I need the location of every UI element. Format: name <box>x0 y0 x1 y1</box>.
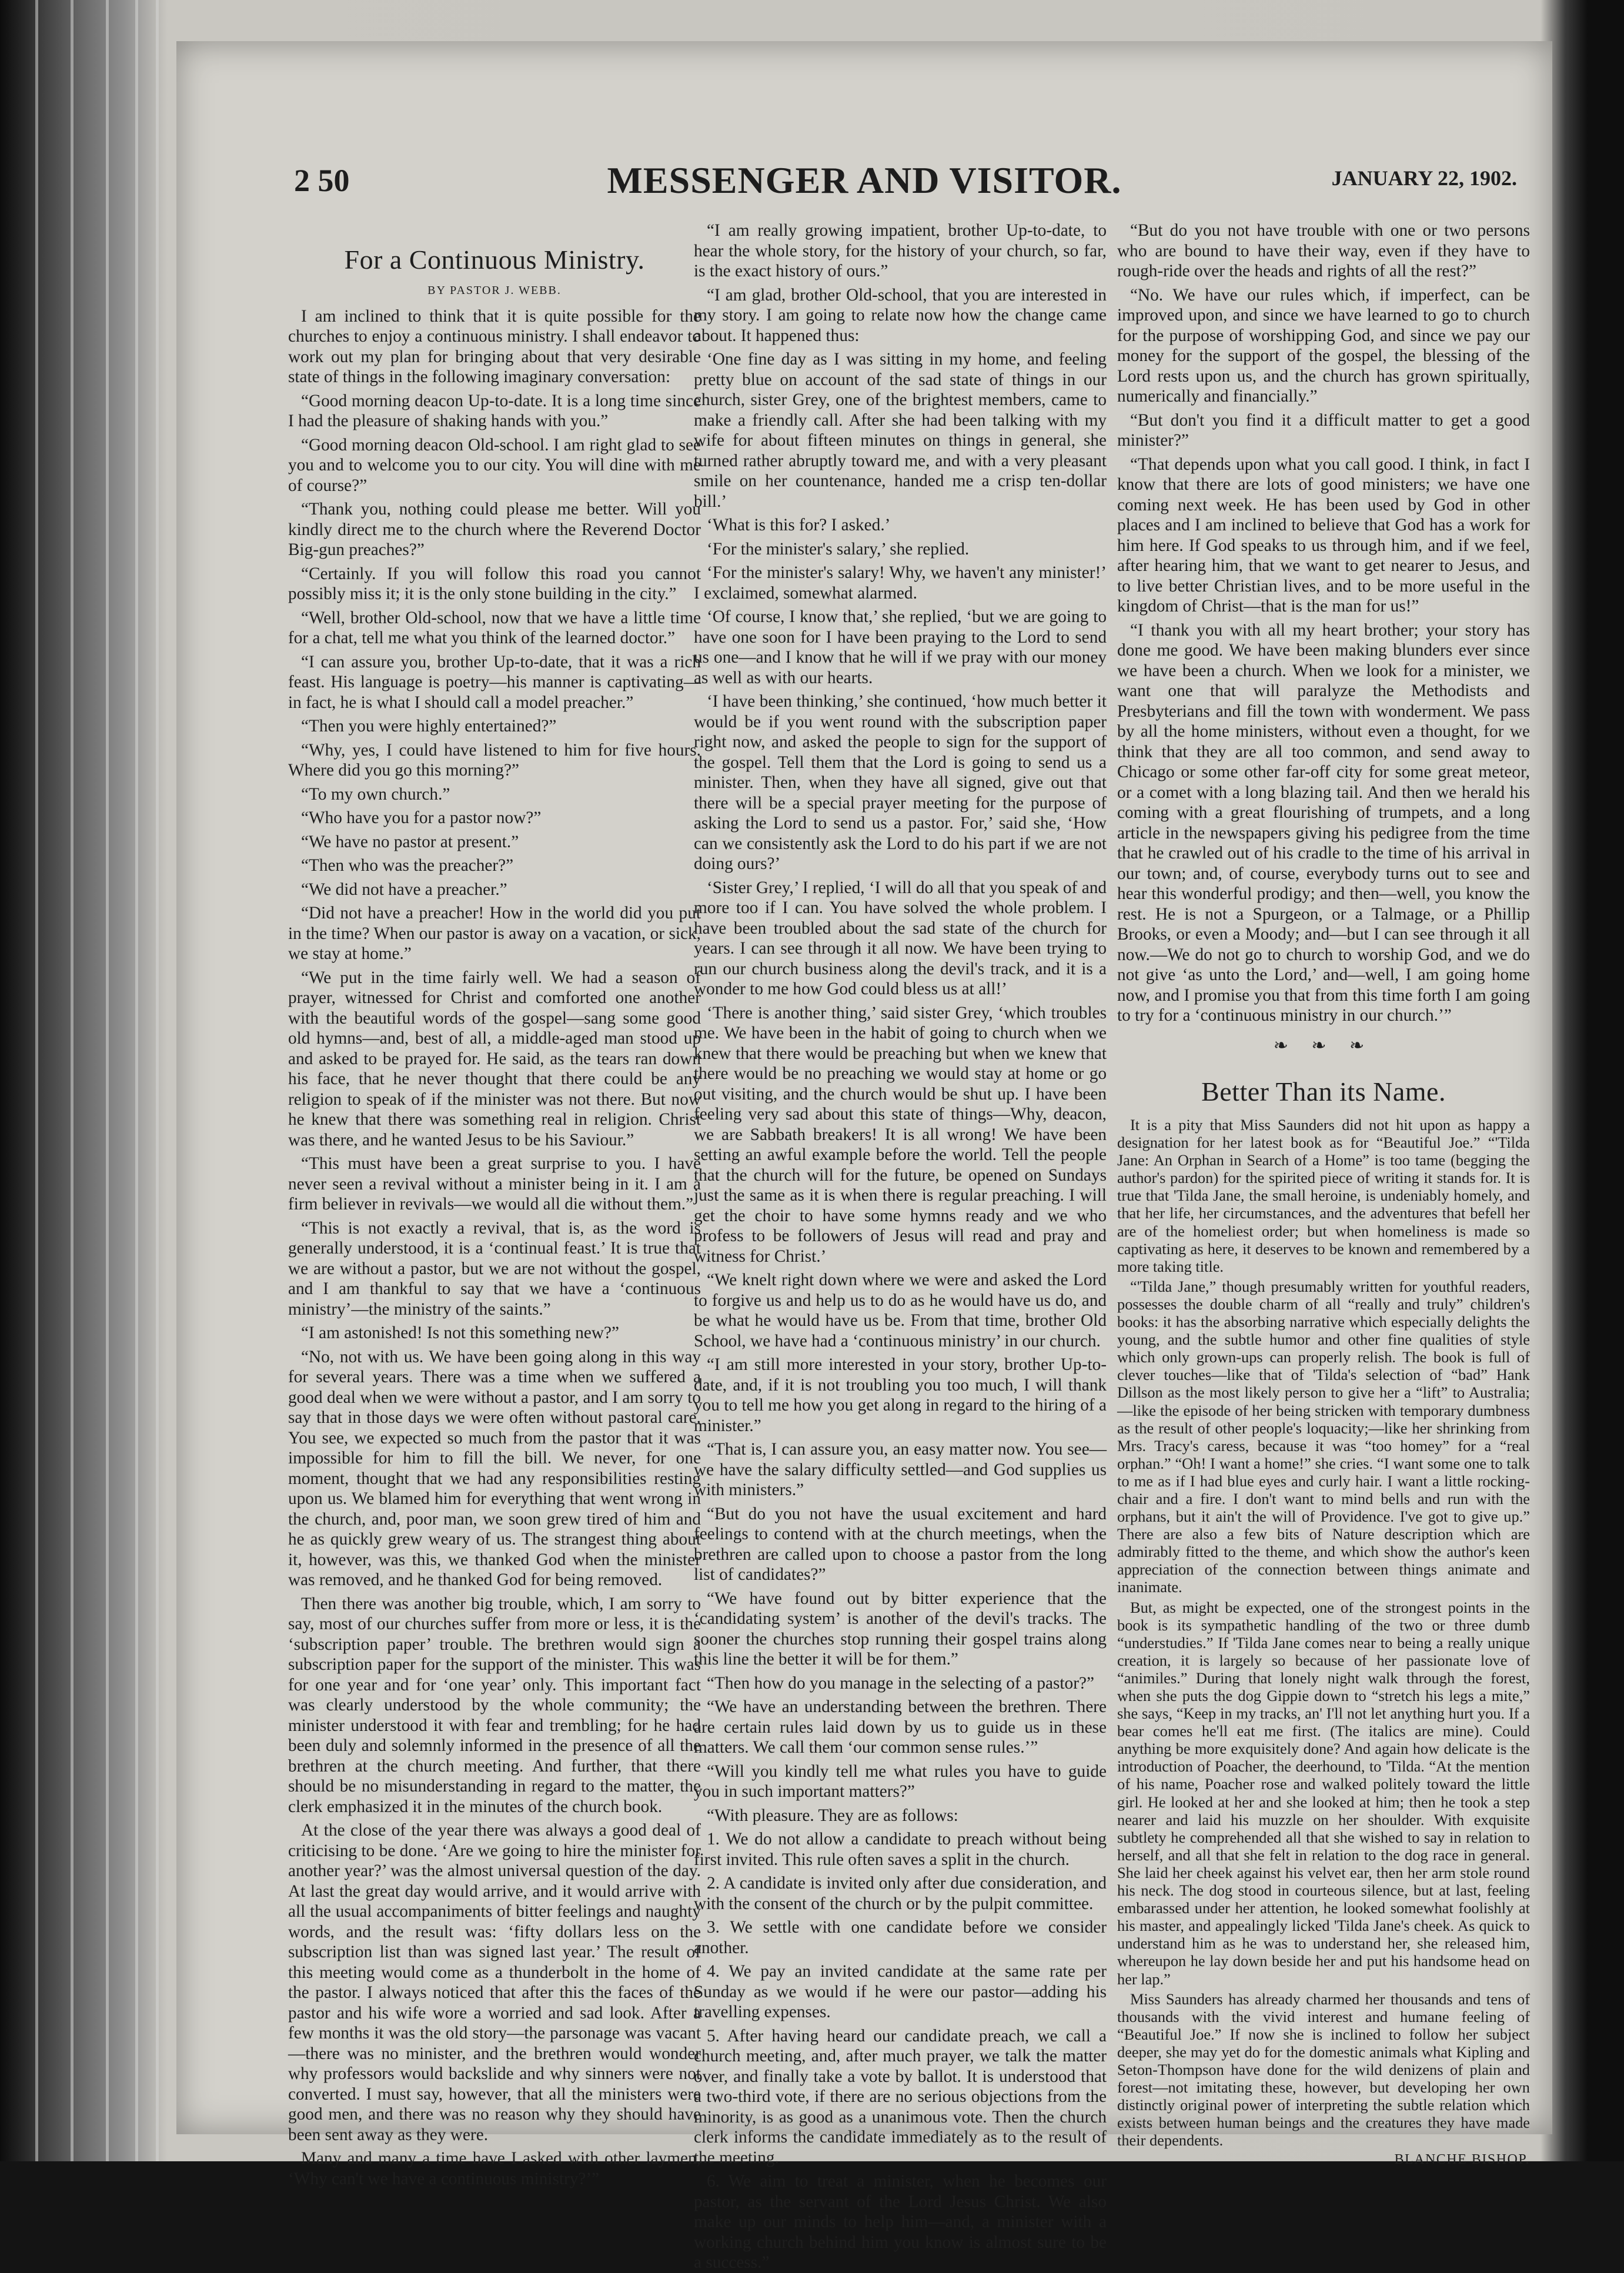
paragraph: ‘I have been thinking,’ she continued, ‘how much better it would be if you went round with the subscription paper right now, and asked the people to sign for the support of the gospel. Tell them that the Lord is going to send us a minister. Then, when they have all signed, give out that there will be a special prayer meeting for the purpose of asking the Lord to send us a pastor. For,’ said she, ‘How can we consistently ask the Lord to do his part if we are not doing ours?’ <box>694 692 1107 873</box>
paragraph: “Then who was the preacher?” <box>301 856 514 875</box>
paragraph: “That is, I can assure you, an easy matter now. You see—we have the salary difficulty settled—and God supplies us with ministers.” <box>694 1440 1107 1499</box>
column-1 <box>288 220 701 2188</box>
paragraph: “I am still more interested in your story, brother Up-to-date, and, if it is not troubling you too much, I will thank you to tell me how you get along in regard to the hiring of a minister.” <box>694 1355 1107 1435</box>
column-2 <box>694 220 1107 2272</box>
paragraph: Many and many a time have I asked with other laymen, ‘Why can't we have a continuous ministry?’” <box>288 2149 701 2188</box>
paragraph: “I am astonished! Is not this something new?” <box>301 1323 620 1343</box>
newspaper-title: MESSENGER AND VISITOR. <box>607 159 1122 201</box>
masthead <box>176 159 1552 212</box>
paragraph: “But don't you find it a difficult matter to get a good minister?” <box>1117 410 1530 450</box>
paragraph: 3. We settle with one candidate before we consider another. <box>694 1918 1107 1957</box>
paragraph: “Who have you for a pastor now?” <box>301 808 542 828</box>
paragraph: At the close of the year there was always a good deal of criticising to be done. ‘Are we going to hire the minister for another year?’ was the almost universal question of the day. At last the great day would arrive, and it would arrive with all the usual accompaniments of bitter feelings and naughty words, and the result was: ‘fifty dollars less on the subscription list than was signed last year.’ The result of this meeting would come as a thunderbolt in the home of the pastor. I always noticed that after this the faces of the pastor and his wife wore a worried and sad look. After a few months it was the old story—the parsonage was vacant—there was no minister, and the brethren would wonder why professors would backslide and why sinners were not converted. I must say, however, that all the ministers were good men, and there was no reason why they should have been sent away as they were. <box>288 1821 701 2144</box>
paragraph: “But do you not have the usual excitement and hard feelings to contend with at the church meetings, when the brethren are called upon to choose a pastor from the long list of candidates?” <box>694 1504 1107 1584</box>
paragraph: 6. We aim to treat a minister, when he becomes our pastor, as the servant of the Lord Jesus Christ. We also make up our minds to help him—and, a minister with a working church behind him you know is almost sure to be a success.” <box>694 2172 1107 2272</box>
paragraph: Miss Saunders has already charmed her thousands and tens of thousands with the vivid interest and humane feeling of “Beautiful Joe.” If now she is inclined to follow her subject deeper, she may yet do for the domestic animals what Kipling and Seton-Thompson have done for the wild denizens of plain and forest—not imitating these, however, but developing her own distinctly original power of interpreting the subtle relation which exists between human beings and the creatures they have made their dependents. <box>1117 1990 1530 2150</box>
page-stack-edge <box>135 0 138 2161</box>
page-stack-edge <box>35 0 38 2161</box>
author-signature: BLANCHE BISHOP. <box>1394 2152 1530 2168</box>
paragraph: ‘Sister Grey,’ I replied, ‘I will do all that you speak of and more too if I can. You have solved the whole problem. I have been troubled about the sad state of the church for years. I can see through it all now. We have been trying to run our church business along the devil's track, and it is a wonder to me how God could bless us at all!’ <box>694 878 1107 998</box>
paragraph: “I am really growing impatient, brother Up-to-date, to hear the whole story, for the history of your church, so far, is the exact history of ours.” <box>694 221 1107 280</box>
paragraph: Then there was another big trouble, which, I am sorry to say, most of our churches suffer from more or less, it is the ‘subscription paper’ trouble. The brethren would sign a subscription paper for the support of the minister. This was for one year and for ‘one year’ only. This important fact was clearly understood by the whole community; the minister understood it with fear and trembling; for he had been duly and solemnly informed in the presence of all the brethren at the church meeting. And further, that there should be no misunderstanding in regard to the matter, the clerk emphasized it in the minutes of the church book. <box>288 1594 701 1816</box>
paragraph: ‘For the minister's salary! Why, we haven't any minister!’ I exclaimed, somewhat alarmed. <box>694 563 1107 603</box>
paragraph: “This must have been a great surprise to you. I have never seen a revival without a minister being in it. I am a firm believer in revivals—we would all die without them.” <box>288 1154 701 1214</box>
issue-date: JANUARY 22, 1902. <box>1331 166 1517 190</box>
review-body <box>1117 1116 1530 2149</box>
paragraph: “Thank you, nothing could please me better. Will you kindly direct me to the church where the Reverend Doctor Big-gun preaches?” <box>288 500 701 560</box>
article-body-continued <box>694 220 1107 2273</box>
paragraph: ‘There is another thing,’ said sister Grey, ‘which troubles me. We have been in the habit of going to church when we knew that there would be preaching but when we knew that there would be no preaching we would stay at home or go out visiting, and the church would be shut up. I have been feeling very sad about this state of things—Why, deacon, we are Sabbath breakers! It is all wrong! We have been setting an awful example before the world. Tell the people that the church will for the future, be opened on Sundays just the same as it is when there is regular preaching. I will get the choir to have some hymns ready and we who profess to be followers of Jesus will read and pray and witness for Christ.’ <box>694 1003 1107 1266</box>
article-body <box>288 306 701 2190</box>
page-number: 2 50 <box>294 163 350 198</box>
paragraph: “But do you not have trouble with one or two persons who are bound to have their way, even if they have to rough-ride over the heads and rights of all the rest?” <box>1117 221 1530 280</box>
paragraph: “That depends upon what you call good. I think, in fact I know that there are lots of good ministers; we have one coming next week. He has been used by God in other places and I am inclined to believe that God has a work for him here. If God speaks to us through him, and if we feel, after hearing him, that we want to get nearer to Jesus, and to live better Christian lives, and to be more useful in the kingdom of Christ—that is the man for us!” <box>1117 454 1530 616</box>
article-title: For a Continuous Ministry. <box>344 245 645 275</box>
page-stack-edge <box>106 0 109 2161</box>
paragraph: “With pleasure. They are as follows: <box>707 1806 958 1825</box>
paragraph: “Did not have a preacher! How in the world did you put in the time? When our pastor is away on a vacation, or sick, we stay at home.” <box>288 904 701 964</box>
paragraph: 4. We pay an invited candidate at the same rate per Sunday as we would if he were our pastor—adding his travelling expenses. <box>694 1962 1107 2021</box>
paragraph: “We have no pastor at present.” <box>301 832 519 851</box>
paragraph: “I am glad, brother Old-school, that you are interested in my story. I am going to relate now how the change came about. It happened thus: <box>694 285 1107 345</box>
page-stack-edge <box>71 0 73 2161</box>
paragraph: I am inclined to think that it is quite possible for the churches to enjoy a continuous ministry. I shall endeavor to work out my plan for bringing about that very desirable state of things in the following imaginary conversation: <box>288 306 701 387</box>
paragraph: “Why, yes, I could have listened to him for five hours. Where did you go this morning?” <box>288 740 701 780</box>
paragraph: “Good morning deacon Up-to-date. It is a long time since I had the pleasure of shaking hands with you.” <box>288 391 701 431</box>
paragraph: ‘Of course, I know that,’ she replied, ‘but we are going to have one soon for I have been praying to the Lord to send us one—and I know that he will if we pray with our money as well as with our hearts. <box>694 607 1107 687</box>
section-divider-ornament: ❧ ❧ ❧ <box>1273 1035 1374 1055</box>
newspaper-page <box>176 41 1552 2272</box>
paragraph: ‘What is this for? I asked.’ <box>707 516 891 534</box>
paragraph: “Well, brother Old-school, now that we have a little time for a chat, tell me what you think of the learned doctor.” <box>288 608 701 648</box>
page-stack-edge <box>156 0 159 2161</box>
paragraph: “To my own church.” <box>301 784 450 804</box>
paragraph: “No. We have our rules which, if imperfect, can be improved upon, and since we have learned to go to church for the purpose of worshipping God, and since we pay our money for the support of the gospel, the blessing of the Lord rests upon us, and the church has grown spiritually, numerically and financially.” <box>1117 285 1530 406</box>
paragraph: “We did not have a preacher.” <box>301 880 507 899</box>
paragraph: “This is not exactly a revival, that is, as the word is generally understood, it is a ‘continual feast.’ It is true that we are without a pastor, but we are not without the gospel, and I am thankful to say that we have a ‘continuous ministry’—the ministry of the saints.” <box>288 1218 701 1319</box>
paragraph: 5. After having heard our candidate preach, we call a church meeting, and, after much prayer, we talk the matter over, and finally take a vote by ballot. It is understood that a two-third vote, if there are no serious objections from the minority, is as good as a unanimous vote. Then the church clerk informs the candidate immediately as to the result of the meeting. <box>694 2026 1107 2167</box>
paragraph: 2. A candidate is invited only after due consideration, and with the consent of the church or by the pulpit committee. <box>694 1874 1107 1913</box>
paragraph: “We put in the time fairly well. We had a season of prayer, witnessed for Christ and comforted one another with the beautiful words of the gospel—sang some good old hymns—and, best of all, a middle-aged man stood up and asked to be prayed for. He said, as the tears ran down his face, that he never thought that there could be any religion to speak of if the minister was not there. But now he knew that there was something real in religion. Christ was there, and he wanted Jesus to be his Saviour.” <box>288 968 701 1149</box>
article-body-continued <box>1117 220 1530 1026</box>
paragraph: “Good morning deacon Old-school. I am right glad to see you and to welcome you to our city. You will dine with me of course?” <box>288 435 701 495</box>
paragraph: It is a pity that Miss Saunders did not hit upon as happy a designation for her latest book as for “Beautiful Joe.” “'Tilda Jane: An Orphan in Search of a Home” is too tame (begging the author's pardon) for the spirited piece of writing it stands for. It is true that 'Tilda Jane, the small heroine, is undeniably homely, and that her life, her circumstances, and the adventures that befell her are of the homeliest order; but when homeliness is made so captivating as here, it deserves to be known and remembered by a more taking title. <box>1117 1116 1530 1275</box>
paragraph: “I thank you with all my heart brother; your story has done me good. We have been making blunders ever since we have been a church. When we look for a minister, we want one that will paralyze the Methodists and Presbyterians and fill the town with wonderment. We pass by all the home ministers, without even a thought, for we think that they are all too common, and send away to Chicago or some other far-off city for some great meteor, or a comet with a long blazing tail. And then we herald his coming with a great flourishing of trumpets, and a long article in the newspapers giving his pedigree from the time that he crawled out of his cradle to the time of his arrival in our town; and, of course, everybody turns out to see and hear this wonderful prodigy; and then—well, you know the rest. He is not a Spurgeon, or a Talmage, or a Phillip Brooks, or even a Moody; and—but I can see through it all now.—We do not go to church to worship God, and we do not give ‘as unto the Lord,’ and—well, I am going home now, and I promise you that from this time forth I am going to try for a ‘continuous ministry in our church.’” <box>1117 620 1530 1025</box>
paragraph: “We have an understanding between the brethren. There are certain rules laid down by us to guide us in these matters. We call them ‘our common sense rules.’” <box>694 1697 1107 1757</box>
paragraph: ‘For the minister's salary,’ she replied. <box>707 539 970 559</box>
paragraph: ‘One fine day as I was sitting in my home, and feeling pretty blue on account of the sad state of things in our church, sister Grey, one of the brightest members, came to make a friendly call. After she had been talking with my wife for about fifteen minutes on things in general, she turned rather abruptly toward me, and with a very pleasant smile on her countenance, handed me a crisp ten-dollar bill.’ <box>694 350 1107 511</box>
paragraph: “We have found out by bitter experience that the ‘candidating system’ is another of the devil's tracks. The sooner the churches stop running their gospel trains along this line the better it will be for them.” <box>694 1589 1107 1669</box>
paragraph: “We knelt right down where we were and asked the Lord to forgive us and help us to do as he would have us do, and be what he would have us be. From that time, brother Old School, we have had a ‘continuous ministry’ in our church. <box>694 1271 1107 1351</box>
paragraph: But, as might be expected, one of the strongest points in the book is its sympathetic handling of the two or three dumb “understudies.” If 'Tilda Jane comes near to being a really unique creation, it is largely so because of her passionate love of “animiles.” During that lonely night walk through the forest, when she puts the dog Gippie down to “stretch his legs a mite,” she says, “Keep in my tracks, an' I'll not let anything hurt you. If a bear comes he'll eat me first. (The italics are mine). Could anything be more exquisitely done? And again how delicate is the introduction of Poacher, the deerhound, to 'Tilda. “At the mention of his name, Poacher rose and walked politely toward the little girl. He looked at her and she looked at him; then he took a step nearer and laid his muzzle on her shoulder. With exquisite subtlety he comprehended all that she wished to say in relation to herself, and all that she felt in relation to the dog race in general. She laid her cheek against his velvet ear, then her arm stole round his neck. The dog stood in courteous silence, but at last, feeling embarassed under her attention, he looked somewhat foolishly at his master, and appealingly licked 'Tilda Jane's cheek. As quick to understand him as he was to understand her, she released him, whereupon he lay down beside her and put his handsome head on her lap.” <box>1117 1598 1530 1988</box>
article-byline: BY PASTOR J. WEBB. <box>427 284 562 298</box>
paragraph: “Certainly. If you will follow this road you cannot possibly miss it; it is the only stone building in the city.” <box>288 564 701 604</box>
paragraph: “I can assure you, brother Up-to-date, that it was a rich feast. His language is poetry—his manner is captivating—in fact, he is what I should call a model preacher.” <box>288 652 701 712</box>
paragraph: “Then you were highly entertained?” <box>301 717 557 736</box>
paragraph: 1. We do not allow a candidate to preach without being first invited. This rule often saves a split in the church. <box>694 1830 1107 1869</box>
paragraph: “No, not with us. We have been going along in this way for several years. There was a time when we suffered a good deal when we were without a pastor, and I am sorry to say that in those days we were often without pastoral care. You see, we expected so much from the pastor that it was impossible for him to fill the bill. We never, for one moment, thought that we had any responsibilities resting upon us. We blamed him for everything that went wrong in the church, and, poor man, we soon grew tired of him and he as quickly grew weary of us. The strangest thing about it, however, was this, we thanked God when the minister was removed, and he thanked God for being removed. <box>288 1347 701 1590</box>
column-3 <box>1117 220 1530 2168</box>
paragraph: “Then how do you manage in the selecting of a pastor?” <box>707 1673 1094 1693</box>
paragraph: “Will you kindly tell me what rules you have to guide you in such important matters?” <box>694 1761 1107 1801</box>
article-title: Better Than its Name. <box>1201 1076 1446 1107</box>
paragraph: “'Tilda Jane,” though presumably written for youthful readers, possesses the double charm of all “really and truly” children's books: it has the absorbing narrative which especially delights the young, and the subtle humor and other fine qualities of style which only grown-ups can properly relish. The book is full of clever touches—like that of 'Tilda's selection of “bad” Hank Dillson as the most likely person to give her a “lift” to Australia;—like the episode of her being stricken with temporary dumbness as the result of other people's loquacity;—like her shrinking from Mrs. Tracy's caress, because it was “too homey” for a “real orphan.” “Oh! I want a home!” she cries. “I want some one to talk to me as if I had blue eyes and curly hair. I want a little rocking-chair and a fire. I don't want to mind bells and run with the orphans, but it ain't the will of Providence. I've got to give up.” There are also a few bits of Nature description which are admirably fitted to the theme, and which show the author's keen appreciation of the connection between things animate and inanimate. <box>1117 1277 1530 1596</box>
